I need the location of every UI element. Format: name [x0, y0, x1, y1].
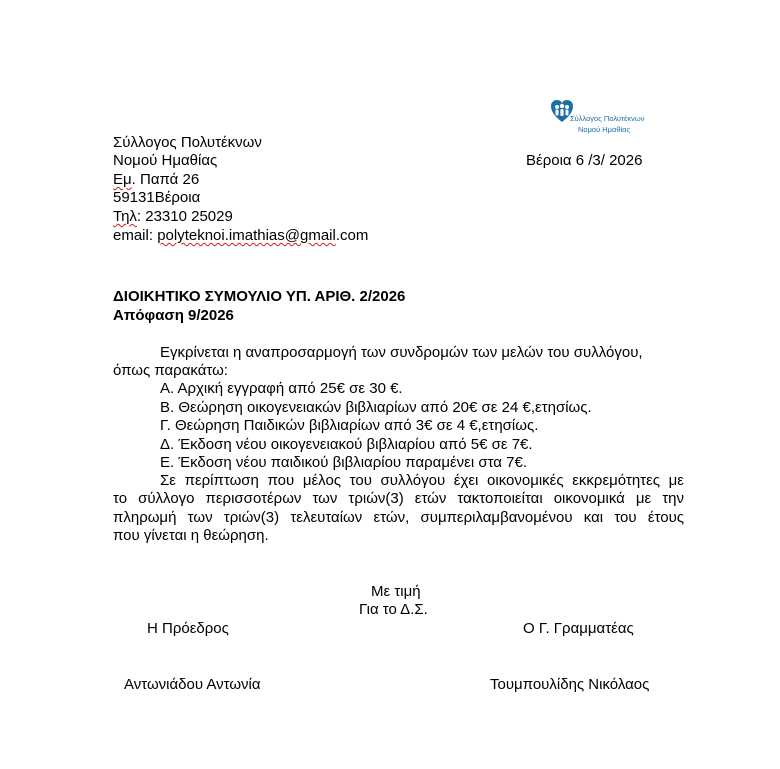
closing-line: το σύλλογο περισσοτέρων των τριών(3) ετών τακτοποιείται οικονομικά με την: [113, 490, 684, 507]
for-board: Για το Δ.Σ.: [359, 601, 428, 618]
closing-line: που γίνεται η θεώρηση.: [113, 527, 269, 544]
email-label: email:: [113, 227, 158, 244]
president-name: Αντωνιάδου Αντωνία: [124, 676, 261, 693]
logo-line-1: Σύλλογος Πολυτέκνων: [570, 114, 645, 123]
sender-org: Σύλλογος Πολυτέκνων: [113, 134, 262, 151]
email-domain: .com: [335, 227, 369, 244]
letter-date: Βέροια 6 /3/ 2026: [526, 152, 643, 169]
sender-phone: [113, 207, 233, 226]
intro-line-1: Εγκρίνεται η αναπροσαρμογή των συνδρομών των μελών του συλλόγου,: [160, 344, 643, 361]
list-item: Γ. Θεώρηση Παιδικών βιβλιαρίων από 3€ σε 4 €,ετησίως.: [160, 417, 539, 434]
intro-line-2: όπως παρακάτω:: [113, 362, 228, 379]
secretary-name: Τουμπουλίδης Νικόλαος: [490, 676, 650, 693]
board-title: ΔΙΟΙΚΗΤΙΚΟ ΣΥΜΟΥΛΙΟ ΥΠ. ΑΡΙΘ. 2/2026: [113, 288, 406, 305]
logo-line-2: Νομού Ημαθίας: [578, 125, 631, 134]
organization-logo: [548, 96, 658, 138]
sender-street: [113, 170, 199, 189]
secretary-title: Ο Γ. Γραμματέας: [523, 620, 634, 637]
phone-prefix: Τηλ: [113, 208, 137, 225]
email-user: polyteknoi.imathias@gmail: [157, 227, 336, 244]
regards: Με τιμή: [371, 583, 421, 600]
list-item: Β. Θεώρηση οικογενειακών βιβλιαρίων από 20€ σε 24 €,ετησίως.: [160, 399, 592, 416]
sender-postcode-city: 59131Βέροια: [113, 189, 201, 206]
sender-email: [113, 226, 368, 245]
closing-line: Σε περίπτωση που μέλος του συλλόγου έχει οικονομικές εκκρεμότητες με: [160, 472, 684, 489]
list-item: Α. Αρχική εγγραφή από 25€ σε 30 €.: [160, 380, 403, 397]
list-item: Ε. Έκδοση νέου παιδικού βιβλιαρίου παραμένει στα 7€.: [160, 454, 527, 471]
street-rest: . Παπά 26: [131, 171, 200, 188]
sender-prefecture: Νομού Ημαθίας: [113, 152, 218, 169]
president-title: Η Πρόεδρος: [147, 620, 229, 637]
closing-line: πληρωμή των τριών(3) τελευταίων ετών, συμπεριλαμβανομένου και του έτους: [113, 509, 684, 526]
phone-rest: : 23310 25029: [136, 208, 233, 225]
street-prefix: Εμ: [113, 171, 132, 188]
decision-number: Απόφαση 9/2026: [113, 307, 234, 324]
list-item: Δ. Έκδοση νέου οικογενειακού βιβλιαρίου από 5€ σε 7€.: [160, 436, 533, 453]
